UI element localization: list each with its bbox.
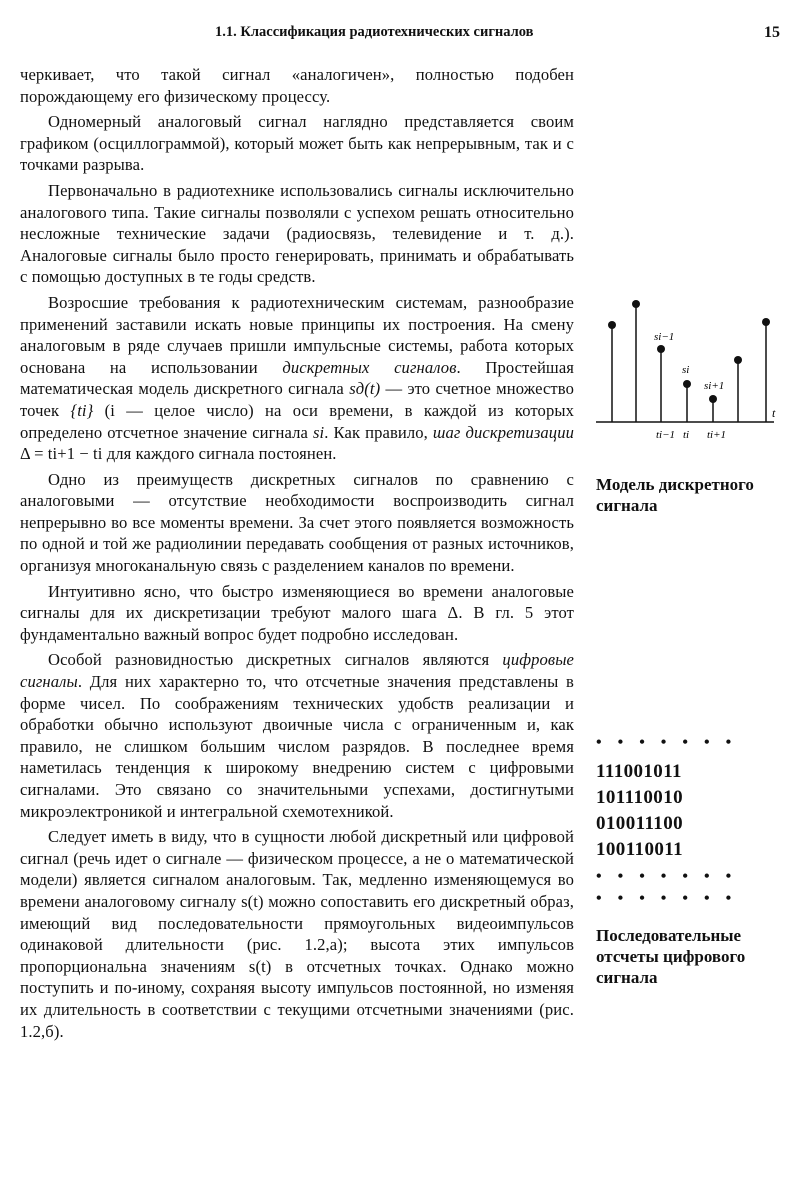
ellipsis-dots: • • • • • • • xyxy=(596,734,738,751)
paragraph: Следует иметь в виду, что в сущности любой дискретный или цифровой сигнал (речь идет о сигнале — физическом процессе, а не о математической модели) является сигналом аналоговым. Так, медленно изменяющемуся во времени аналоговому сигналу s(t) можно сопоставить его дискретный образ, имеющий вид последовательности прямоугольных видеоимпульсов одинаковой длительности (рис. 1.2,а); высота этих импульсов пропорциональна значениям s(t) в отсчетных точках. Однако можно поступить и по-иному, сохраняя высоту импульсов постоянной, но изменяя их длительность в соответствии с текущими отсчетными значениями (рис. 1.2,б). xyxy=(20,827,574,1041)
label-t-i: ti xyxy=(683,429,690,441)
main-text-column xyxy=(20,64,574,1042)
label-t-prev: ti−1 xyxy=(656,429,676,441)
text-run: . Как правило, xyxy=(324,422,433,442)
ellipsis-dots: • • • • • • • xyxy=(596,868,738,885)
paragraph xyxy=(20,292,574,465)
sample-point xyxy=(683,380,691,388)
text-run: Возросшие требования к радиотехническим системам, разнообразие применений заставили искать новые принципы их построения. На смену аналоговым в ряде случаев пришли импульсные системы, работа которых основана на использовании xyxy=(20,292,574,377)
text-run: (i — целое число) на оси времени, в каждой из которых определено отсчетное значение сигнала xyxy=(20,400,574,442)
text-run: — это счетное множество точек xyxy=(20,379,574,420)
paragraph: Одномерный аналоговый сигнал наглядно представляется своим графиком (осциллограммой), который может быть как непрерывным, так и с точками разрыва. xyxy=(20,112,574,175)
paragraph: Интуитивно ясно, что быстро изменяющиеся во времени аналоговые сигналы для их дискретизации требуют малого шага Δ. В гл. 5 этот фундаментально важный вопрос будет подробно исследован. xyxy=(20,581,574,644)
sample-point xyxy=(709,395,717,403)
sample-point xyxy=(632,300,640,308)
formula-ti-set: {ti} xyxy=(70,400,94,420)
formula-si: si xyxy=(313,422,325,442)
figure-caption-discrete: Модель дискретного сигнала xyxy=(596,475,754,515)
page-number: 15 xyxy=(764,24,780,41)
text-run: . Простейшая математическая модель дискретного сигнала xyxy=(20,357,575,399)
figure-caption-digital: Последовательные отсчеты цифрового сигнала xyxy=(596,926,746,987)
binary-row: 111001011 xyxy=(596,761,682,782)
term-digital-signals: цифровые сигналы xyxy=(20,650,574,692)
text-run: Δ = ti+1 − ti для каждого сигнала постоянен. xyxy=(20,444,337,464)
label-t-axis: t xyxy=(772,406,776,420)
sample-point xyxy=(734,356,742,364)
binary-row: 010011100 xyxy=(596,813,684,834)
digital-samples-block xyxy=(596,735,776,907)
paragraph xyxy=(20,649,574,822)
paragraph: черкивает, что такой сигнал «аналогичен», полностью подобен порождающему его физическому процессу. xyxy=(20,65,574,106)
discrete-signal-figure xyxy=(586,292,786,452)
sample-point xyxy=(608,321,616,329)
label-s-i: si xyxy=(682,364,690,376)
term-sampling-step: шаг дискретизации xyxy=(432,422,574,442)
label-s-next: si+1 xyxy=(704,380,725,392)
paragraph: Первоначально в радиотехнике использовались сигналы исключительно аналогового типа. Такие сигналы позволяли с успехом решать относительно несложные технические задачи (радиосвязь, телевидение и т. д.). Аналоговые сигналы было просто генерировать, принимать и обрабатывать с помощью доступных в те годы средств. xyxy=(20,180,574,287)
text-run: Особой разновидностью дискретных сигналов являются xyxy=(48,650,503,670)
binary-row: 101110010 xyxy=(596,787,684,808)
binary-row: 100110011 xyxy=(596,839,684,860)
sample-point xyxy=(762,318,770,326)
label-s-prev: si−1 xyxy=(654,331,675,343)
label-t-next: ti+1 xyxy=(707,429,727,441)
term-discrete-signals: дискретных сигналов xyxy=(282,357,457,377)
section-title: 1.1. Классификация радиотехнических сигналов xyxy=(215,24,534,40)
sample-point xyxy=(657,345,665,353)
paragraph: Одно из преимуществ дискретных сигналов по сравнению с аналоговыми — отсутствие необходимости воспроизводить сигнал непрерывно во все моменты времени. За счет этого появляется возможность по одной и той же радиолинии передавать сообщения от разных источников, организуя многоканальную связь с разделением каналов по времени. xyxy=(20,469,574,576)
formula-sd: sд(t) xyxy=(349,379,381,399)
ellipsis-dots: • • • • • • • xyxy=(596,890,738,907)
running-header xyxy=(215,22,780,46)
text-run: . Для них характерно то, что отсчетные значения представлены в форме чисел. По соображениям технических удобств реализации и обработки обычно используют двоичные числа с ограниченным и, как правило, не слишком большим числом разрядов. В последнее время наметилась тенденция к широкому внедрению систем с цифровыми сигналами. Это связано со значительными успехами, достигнутыми микроэлектроникой и интегральной схемотехникой. xyxy=(20,672,574,821)
